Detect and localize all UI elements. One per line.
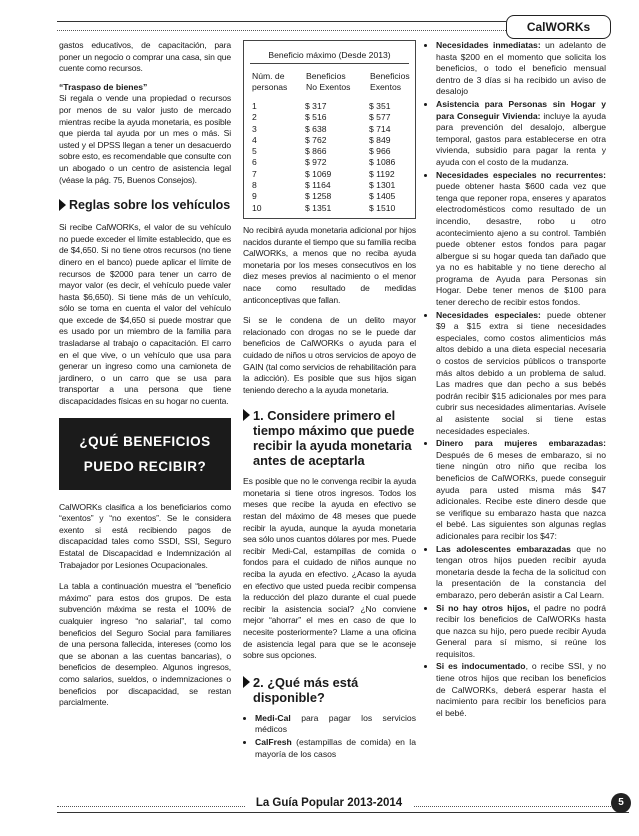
table-row [244,112,415,123]
max-benefit-table-box [243,40,416,219]
max-benefit-table [244,70,415,214]
benefits-list [424,40,606,719]
list-item: • Las adolescentes embarazadas que no tengan otros hijos pueden recibir ayuda monetaria desde la fecha de la solicitud con la presentación de la constancia del embarazo, pero deberán asistir a Cal Learn. [436,544,606,602]
table-cell: 9 [252,191,257,202]
table-cell: $ 577 [369,112,391,123]
table-cell: $ 1069 [305,168,332,179]
table-title: Beneficio máximo (Desde 2013) [250,47,409,64]
column-2 [243,40,416,761]
paragraph: No recibirá ayuda monetaria adicional por hijos nacidos durante el tiempo que su familia reciba CalWORKs, a menos que no reciba ayuda monetaria por los meses consecutivos en los diez meses previos al nacimiento o el menor nace como resultado de medidas anticonceptivas que fallan. [243,224,416,305]
table-cell: $ 317 [305,101,327,111]
column-3 [424,40,606,720]
table-row [244,101,415,112]
list-item: • Necesidades especiales no recurrentes: puede obtener hasta $600 cada vez que tenga que reponer ropa, enseres y aparatos electrodomésticos como resultado de un incendio, desastre, robo u otro acontecimiento ajeno a su control. También puede obtener estos fondos para pagar albergue si su hogar queda tan dañado que ya no es habitable y no tiene derecho al programa de Ayuda para Personas sin Hogar. Debe tener menos de $100 para tener derecho de recibir estos fondos. [436,170,606,309]
column-1 [59,40,231,709]
table-row [244,191,415,202]
list-item: • Dinero para mujeres embarazadas: Después de 6 meses de embarazo, si no tiene ningún otro niño que reciba los beneficios de CalWORKs, puede conseguir ayuda para usted misma más $47 adicionales. Recibe este dinero desde que se verifique su embarazo hasta que nazca el bebé. Las siguientes son algunas reglas adicionales para recibir los $47: [436,438,606,542]
table-cell: $ 762 [305,134,327,145]
section-heading-available: 2. ¿Qué más está disponible? [243,675,416,705]
paragraph: Si recibe CalWORKs, el valor de su vehículo no puede exceder el límite establecido, que es de $4,650. Si no tiene otros recursos (no tiene dinero en el banco) puede aplicar el límite de recursos de $2000 para tener un carro de mayor valor (es decir, el vehículo puede valer hasta $6,650). Si tiene más de un vehículo, sólo se toma en cuenta el valor del vehículo que excede de $4,650 si puede mostrar que es usado por un miembro de la familia para trasladarse al trabajo o capacitación. El carro en el que vive, o un vehículo que usa para generar un ingreso como una camioneta de jardinero, o un carro que se usa para transportar a una persona que tiene discapacidades físicas en su hogar no cuenta. [59,222,231,407]
table-cell: 1 [252,101,257,111]
list-item: • CalFresh (estampillas de comida) en la mayoría de los casos [255,737,416,760]
list-item: • Si es indocumentado, o recibe SSI, y no tiene otros hijos que reciban los beneficios de CalWORKs, deberá esperar hasta el nacimiento para recibir los beneficios para el bebé. [436,661,606,719]
table-cell: $ 1192 [369,168,395,179]
table-cell: 5 [252,146,257,157]
table-cell: $ 1301 [369,180,396,191]
section-heading-vehicles: Reglas sobre los vehículos [59,198,231,213]
table-cell: $ 351 [369,101,391,111]
table-header: Beneficios No Exentos [306,71,351,92]
table-cell: $ 849 [369,134,391,145]
table-cell: $ 1258 [305,191,332,202]
table-header: Beneficios Exentos [370,71,410,92]
table-cell: 10 [252,202,262,213]
subheading: “Traspaso de bienes” [59,81,148,92]
triangle-bullet-icon [243,409,250,421]
available-list [243,713,416,760]
table-cell: 4 [252,134,257,145]
header-dotted-rule [57,30,506,31]
list-item: • Medi-Cal para pagar los servicios médicos [255,713,416,736]
footer-rule [57,812,629,813]
table-row [244,157,415,168]
table-cell: 8 [252,180,257,191]
paragraph: Si se le condena de un delito mayor relacionado con drogas no se le puede dar beneficios de CalWORKs o ayuda para el cuidado de niños u otros servicios de apoyo de GAIN (tal como servicios de rehabilitación para la adicción). Es posible que sus hijos sigan teniendo derecho a la ayuda monetaria. [243,315,416,395]
table-cell: 3 [252,123,257,134]
list-item: • Necesidades inmediatas: un adelanto de hasta $200 en el momento que solicita los beneficios, o todo el beneficio mensual dentro de 3 días si ha recibido un aviso de desalojo [436,40,606,98]
list-item: • Si no hay otros hijos, el padre no podrá recibir los beneficios de CalWORKs hasta que nazca su hijo, pero puede recibir Ayuda General para sí mismo, si reúne los requisitos. [436,603,606,661]
paragraph: La tabla a continuación muestra el “beneficio máximo” para estos dos grupos. De esta subvención máxima se resta el 100% de cualquier ingreso “no salarial”, tal como beneficios del Seguro Social para familiares de una persona fallecida, intereses (como los que se abonan a las cuentas bancarias), o beneficios de desempleo. Algunos ingresos, como salarios, sueldos, o indemnizaciones o beneficios por discapacidad, se restan parcialmente. [59,581,231,708]
table-row [244,135,415,146]
table-cell: $ 516 [305,112,327,123]
table-cell: $ 1351 [305,202,332,213]
paragraph: gastos educativos, de capacitación, para poner un negocio o comprar una casa, sin que cuente como recursos. [59,40,231,74]
list-item: • Necesidades especiales: puede obtener $9 a $15 extra si tiene necesidades especiales, como costos alimenticios más altos debido a una dieta especial necesaria o costos de servicios públicos o transporte más altos debido a un problema de salud. Las madres que dan pecho a sus bebés podrán recibir $15 adicionales por mes para cubrir sus necesidades alimentarias. Avísele al asistente social si tiene estas necesidades especiales. [436,310,606,438]
paragraph: Si regala o vende una propiedad o recursos por menos de su valor justo de mercado mientras recibe la ayuda monetaria, es posible que pierda tal ayuda por un mes o más. Si usted y el DPSS llegan a tener un desacuerdo sobre esto, es recomendable que consulte con un abogado o un centro de asistencia legal (véase la pág. 75, Buenos Consejos). [59,93,231,185]
table-cell: $ 1086 [369,157,396,168]
benefits-banner: ¿QUÉ BENEFICIOS PUEDO RECIBIR? [59,418,231,490]
footer-title: La Guía Popular 2013-2014 [245,795,413,811]
section-badge: CalWORKs [506,15,611,39]
section-heading-time-limit: 1. Considere primero el tiempo máximo que puede recibir la ayuda monetaria antes de aceptarla [243,408,416,468]
paragraph: CalWORKs clasifica a los beneficiarios como “exentos” y “no exentos”. Se le considera exento si está recibiendo pagos de discapacidad tales como SSDI, SSI, Seguro Estatal de Discapacidad e Indemnización al Trabajador por Lesiones Ocupacionales. [59,501,231,570]
list-item: • Asistencia para Personas sin Hogar y para Conseguir Vivienda: incluye la ayuda para prevención del desalojo, albergue temporal, gastos para establecerse en otra vivienda, subsidio para pagar la renta y ayuda con el costo de la mudanza. [436,99,606,169]
page-number: 5 [611,793,631,813]
table-header: Núm. de personas [252,71,288,92]
table-cell: $ 1164 [305,180,331,191]
table-cell: $ 638 [305,123,327,134]
triangle-bullet-icon [243,676,250,688]
table-row [244,180,415,191]
table-cell: $ 1405 [369,191,396,202]
table-cell: $ 1510 [369,202,396,213]
paragraph: Es posible que no le convenga recibir la ayuda monetaria si tiene otros ingresos. Todos los meses que recibe la ayuda en efectivo se restan del máximo de 48 meses que puede recibir la ayuda, aunque la ayuda monetaria sea sólo unos cuantos dólares por mes. Puede recibir Medi-Cal, estampillas de comida o fondos para el cuidado de niños aunque no reciba la ayuda en efectivo. ¿Acaso la ayuda en efectivo que usted pueda recibir compensa la reducción del plazo durante el cual puede recibir la asistencia social? ¿No conviene mejor “ahorrar” el mes en caso de que lo necesite posteriormente? Llame a una oficina de asistencia legal para que se le aconseje sobre sus opciones. [243,476,416,661]
table-cell: 2 [252,112,257,123]
table-row [244,124,415,135]
header-rule [57,21,506,22]
triangle-bullet-icon [59,199,66,211]
table-cell: 6 [252,157,257,168]
table-cell: $ 866 [305,146,327,157]
table-row [244,146,415,157]
table-row [244,169,415,180]
table-cell: $ 714 [369,123,391,134]
table-cell: $ 966 [369,146,391,157]
table-row [244,203,415,214]
table-cell: 7 [252,168,257,179]
table-cell: $ 972 [305,157,327,168]
